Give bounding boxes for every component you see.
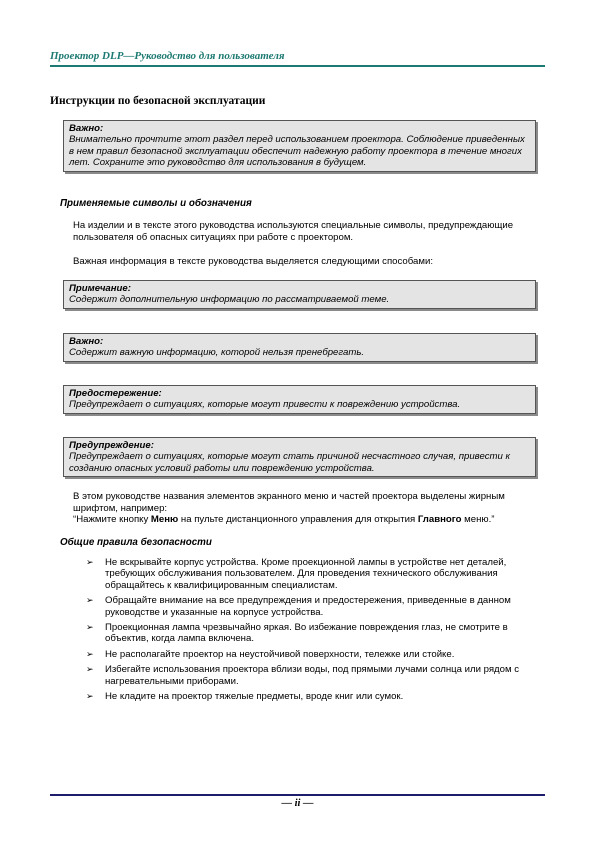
callout-title: Примечание: [69, 283, 131, 294]
arrow-bullet-icon: ➢ [86, 595, 94, 606]
list-item-text: Не кладите на проектор тяжелые предметы, вроде книг или сумок. [105, 691, 404, 703]
list-item [86, 649, 546, 660]
arrow-bullet-icon: ➢ [86, 648, 94, 659]
arrow-bullet-icon: ➢ [86, 622, 94, 633]
callout-text: Содержит дополнительную информацию по рассматриваемой теме. [69, 294, 390, 306]
list-item-text: Обращайте внимание на все предупреждения и предостережения, приведенные в данном руководстве и указанные на корпусе устройства. [105, 595, 511, 618]
safety-list [86, 557, 546, 706]
menu-example-middle: на пульте дистанционного управления для открытия [178, 514, 418, 526]
list-item-text: Не вскрывайте корпус устройства. Кроме проекционной лампы в устройстве нет деталей, требующих обслуживания пользователем. Для проведения технического обслуживания обращайтесь к квалифицированным специалистам. [105, 557, 507, 591]
list-item [86, 595, 546, 618]
menu-example-prefix: “Нажмите кнопку [73, 514, 151, 526]
menu-example-suffix: меню.” [461, 514, 495, 526]
callout-text: Предупреждает о ситуациях, которые могут привести к повреждению устройства. [69, 399, 461, 411]
list-item-text: Не располагайте проектор на неустойчивой поверхности, тележке или стойке. [105, 648, 455, 660]
callout-title: Предупреждение: [69, 440, 154, 451]
page-number: — ii — [281, 798, 314, 809]
menu-example-bold-main: Главного [417, 514, 462, 526]
menu-paragraph [73, 491, 543, 526]
header-rule [50, 65, 545, 67]
list-item-text: Избегайте использования проектора вблизи воды, под прямыми лучами солнца или рядом с нагревательными приборами. [105, 664, 520, 687]
safety-heading: Общие правила безопасности [60, 537, 212, 548]
arrow-bullet-icon: ➢ [86, 664, 94, 675]
menu-example-bold-menu: Меню [150, 514, 179, 526]
caution-callout [63, 385, 536, 414]
menu-paragraph-text: В этом руководстве названия элементов экранного меню и частей проектора выделены жирным шрифтом, например: [73, 491, 505, 514]
list-item [86, 691, 546, 702]
important-callout-top [63, 120, 536, 172]
list-item [86, 557, 546, 591]
callout-text: Внимательно прочтите этот раздел перед использованием проектора. Соблюдение приведенных в нем правил безопасной эксплуатации обеспечит надежную работу проектора в течение многих лет. Сохраните это руководство для использования в будущем. [69, 134, 525, 169]
symbols-paragraph-1: На изделии и в тексте этого руководства используются специальные символы, предупреждающие пользователя об опасных ситуациях при работе с проектором. [73, 220, 514, 243]
callout-text: Содержит важную информацию, которой нельзя пренебрегать. [69, 347, 365, 359]
arrow-bullet-icon: ➢ [86, 691, 94, 702]
callout-text: Предупреждает о ситуациях, которые могут стать причиной несчастного случая, привести к созданию опасных условий работы или повреждению устройства. [69, 451, 511, 474]
important-callout [63, 333, 536, 362]
list-item-text: Проекционная лампа чрезвычайно яркая. Во избежание повреждения глаз, не смотрите в объектив, когда лампа включена. [105, 622, 508, 645]
section-title: Инструкции по безопасной эксплуатации [50, 95, 266, 107]
symbols-heading: Применяемые символы и обозначения [60, 198, 252, 209]
callout-title: Важно: [69, 336, 104, 347]
note-callout [63, 280, 536, 309]
callout-title: Предостережение: [69, 388, 162, 399]
page-header-title: Проектор DLP—Руководство для пользователя [50, 50, 285, 62]
warning-callout [63, 437, 536, 477]
callout-title: Важно: [69, 123, 104, 134]
arrow-bullet-icon: ➢ [86, 557, 94, 567]
list-item [86, 622, 546, 645]
symbols-paragraph-2: Важная информация в тексте руководства выделяется следующими способами: [73, 256, 433, 267]
footer-rule [50, 794, 545, 796]
list-item [86, 664, 546, 687]
